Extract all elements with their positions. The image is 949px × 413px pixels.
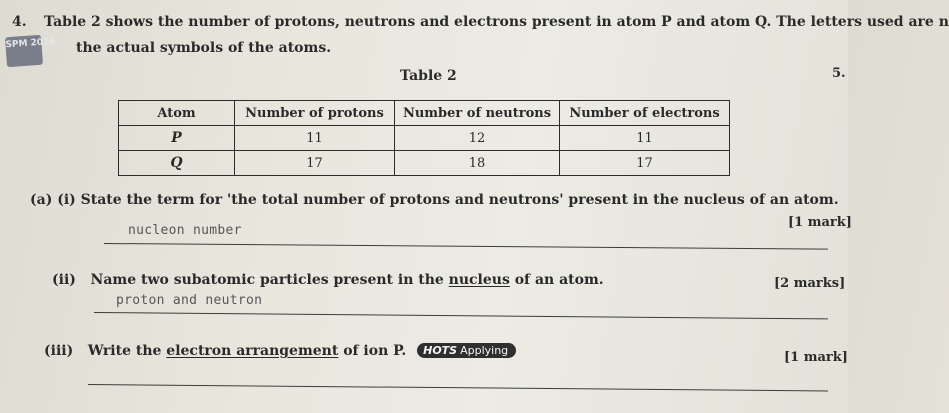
cell-protons: 17 xyxy=(235,151,395,176)
data-table xyxy=(118,100,730,176)
part-ii-underlined-word: nucleus xyxy=(448,272,510,288)
hots-level: Applying xyxy=(460,344,509,357)
cell-electrons: 11 xyxy=(560,126,730,151)
part-iii-text-after: of ion P. xyxy=(338,343,407,359)
part-ii-prompt xyxy=(52,272,604,288)
table-title: Table 2 xyxy=(400,68,457,84)
table-header-row xyxy=(119,101,730,126)
header-atom: Atom xyxy=(119,101,235,126)
question-text-line2: the actual symbols of the atoms. xyxy=(76,40,332,56)
part-a-i-answer[interactable]: nucleon number xyxy=(128,223,242,238)
part-a-i-prompt: (a) (i) State the term for 'the total number of protons and neutrons' present in the nucleus of an atom. xyxy=(30,192,839,208)
part-iii-marks: [1 mark] xyxy=(784,350,848,365)
question-text-line1: Table 2 shows the number of protons, neutrons and electrons present in atom P and atom Q. The letters used are n xyxy=(44,14,949,30)
answer-line-a-i xyxy=(104,243,828,250)
cell-protons: 11 xyxy=(235,126,395,151)
part-ii-text-before: Name two subatomic particles present in the xyxy=(90,272,449,288)
part-ii-label: (ii) xyxy=(52,272,76,288)
part-a-i-marks: [1 mark] xyxy=(788,215,852,230)
part-ii-text-after: of an atom. xyxy=(509,272,604,288)
part-iii-text-before: Write the xyxy=(87,343,167,359)
header-electrons: Number of electrons xyxy=(560,101,730,126)
answer-line-iii[interactable] xyxy=(88,384,828,391)
part-iii-underlined-phrase: electron arrangement xyxy=(166,343,339,359)
cell-atom: P xyxy=(119,126,235,151)
spm-badge: SPM 2016 xyxy=(5,35,43,67)
table-row xyxy=(119,151,730,176)
cell-neutrons: 18 xyxy=(395,151,560,176)
part-iii-label: (iii) xyxy=(44,343,74,359)
cell-electrons: 17 xyxy=(560,151,730,176)
header-protons: Number of protons xyxy=(235,101,395,126)
next-question-number: 5. xyxy=(832,66,846,81)
hots-applying-badge xyxy=(417,343,516,358)
hots-label: HOTS xyxy=(423,344,458,357)
cell-atom: Q xyxy=(119,151,235,176)
part-iii-prompt xyxy=(44,343,516,359)
answer-line-ii xyxy=(94,312,828,319)
header-neutrons: Number of neutrons xyxy=(395,101,560,126)
part-ii-answer[interactable]: proton and neutron xyxy=(116,293,263,308)
part-ii-marks: [2 marks] xyxy=(774,276,846,291)
question-number: 4. xyxy=(12,14,27,30)
table-row xyxy=(119,126,730,151)
cell-neutrons: 12 xyxy=(395,126,560,151)
